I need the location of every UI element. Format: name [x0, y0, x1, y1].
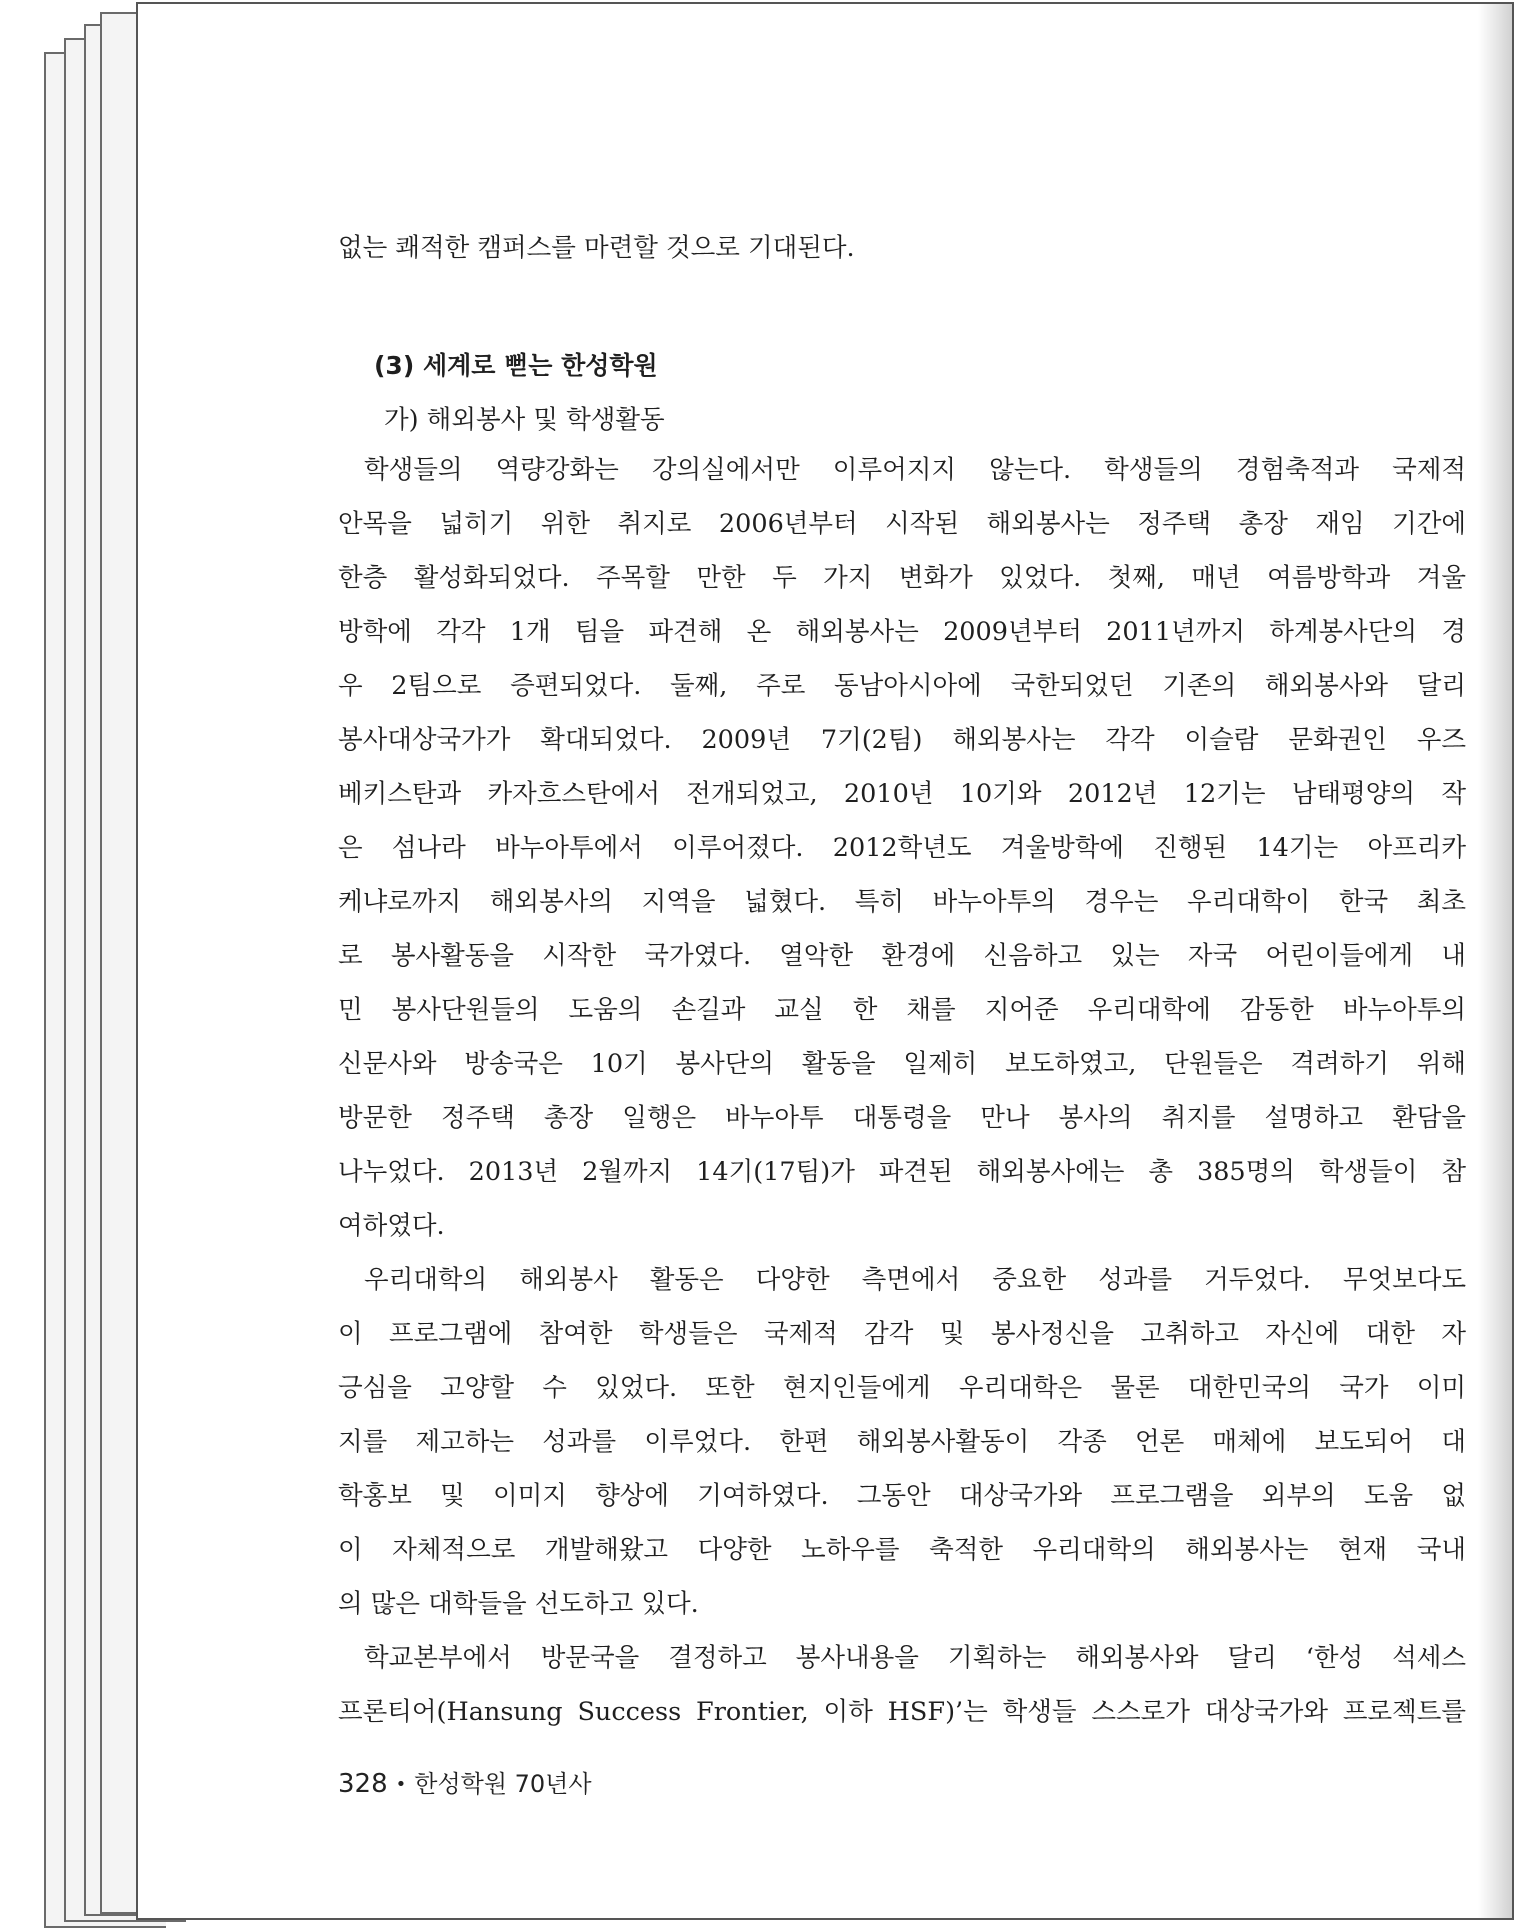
section-heading: (3) 세계로 뻗는 한성학원: [374, 351, 658, 380]
paragraph-line: 의 많은 대학들을 선도하고 있다.: [338, 1589, 699, 1619]
paragraph-line: 이 프로그램에 참여한 학생들은 국제적 감각 및 봉사정신을 고취하고 자신에 대한 자: [338, 1319, 1466, 1349]
paragraph-line: 한층 활성화되었다. 주목할 만한 두 가지 변화가 있었다. 첫째, 매년 여름방학과 겨울: [338, 563, 1466, 593]
subsection-heading: 가) 해외봉사 및 학생활동: [384, 405, 665, 435]
paragraph-line: 학교본부에서 방문국을 결정하고 봉사내용을 기획하는 해외봉사와 달리 ‘한성 석세스: [364, 1643, 1466, 1673]
paragraph-line: 봉사대상국가가 확대되었다. 2009년 7기(2팀) 해외봉사는 각각 이슬람 문화권인 우즈: [338, 725, 1466, 755]
opening-line: 없는 쾌적한 캠퍼스를 마련할 것으로 기대된다.: [338, 233, 855, 263]
page-footer: [338, 1764, 592, 1799]
paragraph-line: 케냐로까지 해외봉사의 지역을 넓혔다. 특히 바누아투의 경우는 우리대학이 한국 최초: [338, 887, 1466, 917]
paragraph-line: 프론티어(Hansung Success Frontier, 이하 HSF)’는 학생들 스스로가 대상국가와 프로젝트를: [338, 1697, 1466, 1727]
paragraph-line: 로 봉사활동을 시작한 국가였다. 열악한 환경에 신음하고 있는 자국 어린이들에게 내: [338, 941, 1466, 971]
paragraph-line: 방학에 각각 1개 팀을 파견해 온 해외봉사는 2009년부터 2011년까지 하계봉사단의 경: [338, 617, 1466, 647]
paragraph-line: 여하였다.: [338, 1211, 445, 1241]
paragraph-line: 민 봉사단원들의 도움의 손길과 교실 한 채를 지어준 우리대학에 감동한 바누아투의: [338, 995, 1466, 1025]
paragraph-line: 안목을 넓히기 위한 취지로 2006년부터 시작된 해외봉사는 정주택 총장 재임 기간에: [338, 509, 1466, 539]
paragraph-line: 우리대학의 해외봉사 활동은 다양한 측면에서 중요한 성과를 거두었다. 무엇보다도: [364, 1265, 1466, 1295]
paragraph-line: 이 자체적으로 개발해왔고 다양한 노하우를 축적한 우리대학의 해외봉사는 현재 국내: [338, 1535, 1466, 1565]
paragraph-line: 긍심을 고양할 수 있었다. 또한 현지인들에게 우리대학은 물론 대한민국의 국가 이미: [338, 1373, 1466, 1403]
paragraph-line: 우 2팀으로 증편되었다. 둘째, 주로 동남아시아에 국한되었던 기존의 해외봉사와 달리: [338, 671, 1466, 701]
paragraph-line: 베키스탄과 카자흐스탄에서 전개되었고, 2010년 10기와 2012년 12기는 남태평양의 작: [338, 779, 1466, 809]
page-shadow: [1478, 4, 1512, 1918]
paragraph-line: 은 섬나라 바누아투에서 이루어졌다. 2012학년도 겨울방학에 진행된 14기는 아프리카: [338, 833, 1466, 863]
paragraph-line: 나누었다. 2013년 2월까지 14기(17팀)가 파견된 해외봉사에는 총 385명의 학생들이 참: [338, 1157, 1466, 1187]
footer-bullet-icon: •: [395, 1774, 407, 1795]
page-number: 328: [338, 1769, 388, 1799]
paragraph-line: 학생들의 역량강화는 강의실에서만 이루어지지 않는다. 학생들의 경험축적과 국제적: [364, 455, 1466, 485]
book-title: 한성학원 70년사: [414, 1770, 592, 1798]
book-page: [136, 2, 1514, 1920]
paragraph-line: 방문한 정주택 총장 일행은 바누아투 대통령을 만나 봉사의 취지를 설명하고 환담을: [338, 1103, 1466, 1133]
paragraph-line: 지를 제고하는 성과를 이루었다. 한편 해외봉사활동이 각종 언론 매체에 보도되어 대: [338, 1427, 1466, 1457]
paragraph-line: 신문사와 방송국은 10기 봉사단의 활동을 일제히 보도하였고, 단원들은 격려하기 위해: [338, 1049, 1466, 1079]
paragraph-line: 학홍보 및 이미지 향상에 기여하였다. 그동안 대상국가와 프로그램을 외부의 도움 없: [338, 1481, 1466, 1511]
